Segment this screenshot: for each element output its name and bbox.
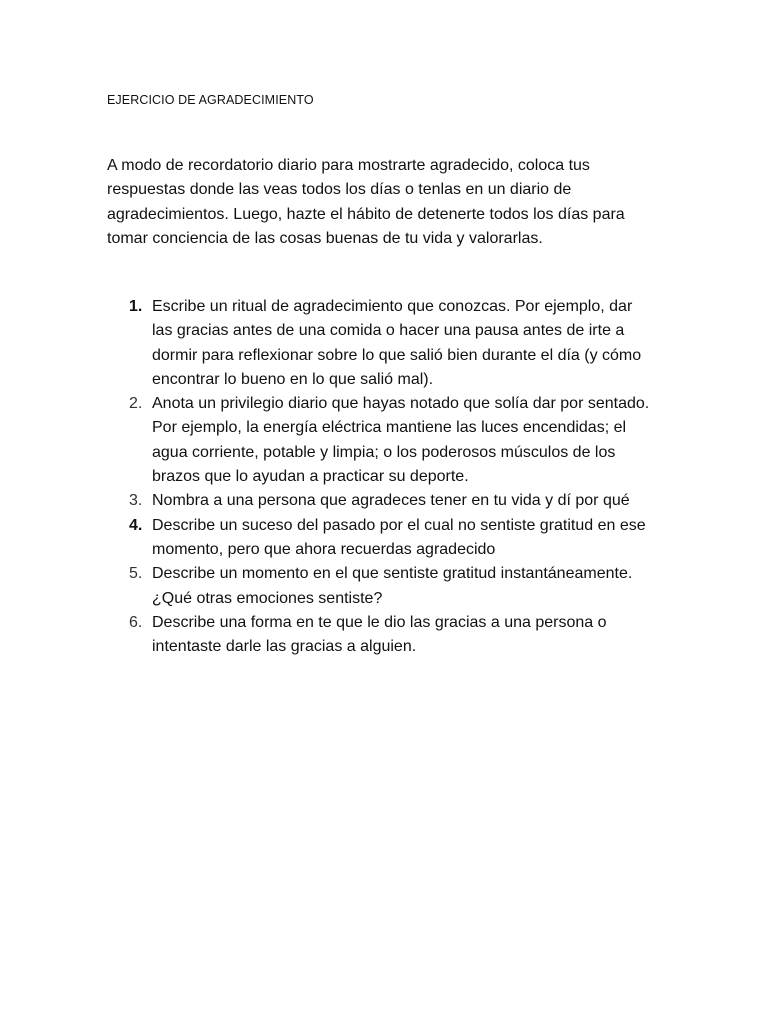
list-item [107,562,655,611]
list-item-text: Nombra a una persona que agradeces tener en tu vida y dí por qué [152,492,630,510]
list-item-text: Describe un momento en el que sentiste gratitud instantáneamente. ¿Qué otras emociones sentiste? [152,565,633,607]
list-item-number: 2. [129,395,143,413]
list-item-number: 3. [129,492,143,510]
list-item [107,611,655,660]
list-item-number: 1. [129,298,143,315]
list-item-text: Describe un suceso del pasado por el cual no sentiste gratitud en ese momento, pero que ahora recuerdas agradecido [152,516,646,558]
intro-paragraph: A modo de recordatorio diario para mostrarte agradecido, coloca tus respuestas donde las veas todos los días o tenlas en un diario de agradecimientos. Luego, hazte el hábito de detenerte todos los días para tomar conciencia de las cosas buenas de tu vida y valorarlas. [107,157,625,247]
list-item-text: Describe una forma en te que le dio las gracias a una persona o intentaste darle las gracias a alguien. [152,613,607,656]
list-item-number: 4. [129,516,143,534]
list-item [107,392,655,489]
list-item [107,514,655,563]
exercise-list [107,295,655,659]
document-title: EJERCICIO DE AGRADECIMIENTO [107,93,314,107]
list-item-number: 5. [129,565,143,583]
list-item [107,489,655,513]
list-item [107,295,655,392]
list-item-text: Anota un privilegio diario que hayas notado que solía dar por sentado. Por ejemplo, la energía eléctrica mantiene las luces encendidas; el agua corriente, potable y limpia; o los poderosos músculos de los brazos que lo ayudan a practicar su deporte. [152,395,650,486]
list-item-text: Escribe un ritual de agradecimiento que conozcas. Por ejemplo, dar las gracias antes de una comida o hacer una pausa antes de irte a dormir para reflexionar sobre lo que salió bien durante el día (y cómo encontrar lo bueno en lo que salió mal). [152,298,642,388]
list-item-number: 6. [129,613,143,631]
